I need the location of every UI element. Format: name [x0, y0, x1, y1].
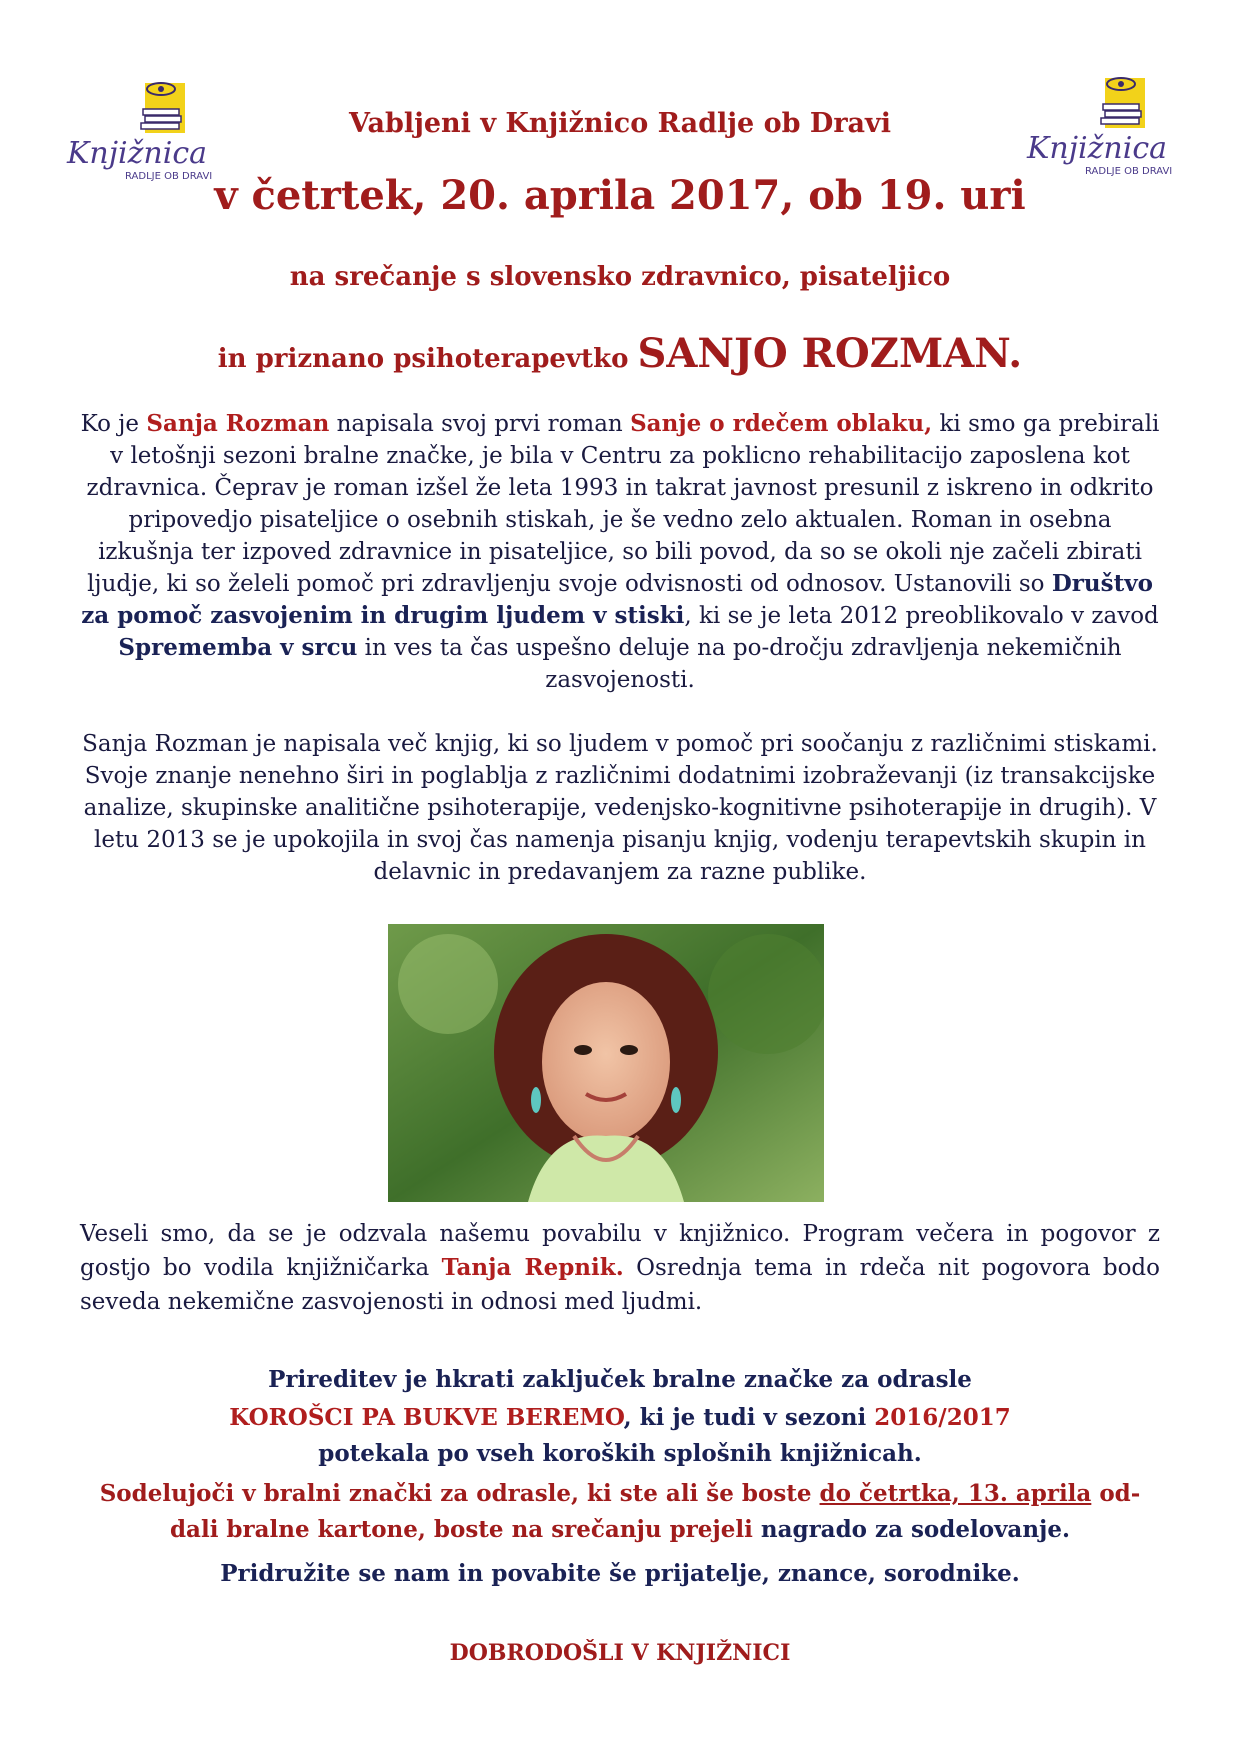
bio-paragraph-1: Ko je Sanja Rozman napisala svoj prvi roman Sanje o rdečem oblaku, ki smo ga prebirali v letošnji sezoni bralne značke, je bila v Centru za poklicno rehabilitacijo zaposlena kot zdravnica. Čeprav je roman izšel že leta 1993 in takrat javnost presunil z iskreno in odkrito pripovedjo pisateljice o osebnih stiskah, je še vedno zelo aktualen. Roman in osebna izkušnja ter izpoved zdravnice in pisateljice, so bili povod, da so se okoli nje začeli zbirati ljudje, ki so želeli pomoč pri zdravljenju svoje odvisnosti od odnosov. Ustanovili so Društvo za pomoč zasvojenim in drugim ljudem v stiski, ki se je leta 2012 preoblikovalo v zavod Sprememba v srcu in ves ta čas uspešno deluje na po-dročju zdravljenja nekemičnih zasvojenosti.: [80, 410, 1160, 693]
event-description: Veseli smo, da se je odzvala našemu povabilu v knjižnico. Program večera in pogovor z gostjo bo vodila knjižničarka Tanja Repnik. Osrednja tema in rdeča nit pogovora bodo seveda nekemične zasvojenosti in odnosi med ljudmi.: [80, 1221, 1160, 1315]
event-date: v četrtek, 20. aprila 2017, ob 19. uri: [214, 172, 1026, 219]
deadline: do četrtka, 13. aprila: [819, 1480, 1092, 1507]
host-name: Tanja Repnik.: [441, 1254, 624, 1281]
guest-name: SANJO ROZMAN.: [637, 330, 1023, 377]
bio-paragraph-2: Sanja Rozman je napisala več knjig, ki so ljudem v pomoč pri soočanju z različnimi stiskami. Svoje znanje nenehno širi in poglablja z različnimi dodatnimi izobraževanji (iz transakcijske analize, skupinske analitične psihoterapije, vedenjsko-kognitivne psihoterapije in drugih). V letu 2013 se je upokojila in svoj čas namenja pisanju knjig, vodenju terapevtskih skupin in delavnic in predavanjem za razne publike.: [82, 731, 1158, 885]
welcome-text: DOBRODOŠLI V KNJIŽNICI: [449, 1640, 791, 1666]
logo-name: Knjižnica: [67, 136, 208, 171]
event-subtitle-1: na srečanje s slovensko zdravnico, pisateljico: [289, 262, 951, 292]
logo-sub: RADLJE OB DRAVI: [1085, 166, 1173, 177]
logo-name: Knjižnica: [1027, 131, 1168, 166]
reading-badge-line-1: Prireditev je hkrati zaključek bralne značke za odrasle: [268, 1366, 972, 1393]
reading-badge-line-3: potekala po vseh koroških splošnih knjižnicah.: [318, 1440, 922, 1467]
event-subtitle-2: [0, 330, 1240, 377]
novel-title: Sanje o rdečem oblaku,: [630, 410, 933, 437]
join-invite: Pridružite se nam in povabite še prijatelje, znance, sorodnike.: [220, 1560, 1020, 1587]
author-name: Sanja Rozman: [146, 410, 330, 437]
invite-intro: Vabljeni v Knjižnico Radlje ob Dravi: [348, 108, 892, 139]
subtitle-prefix: in priznano psihoterapevtko: [217, 344, 638, 374]
reading-badge-line-2: KOROŠCI PA BUKVE BEREMO, ki je tudi v sezoni 2016/2017: [229, 1404, 1011, 1431]
campaign-name: KOROŠCI PA BUKVE BEREMO: [229, 1404, 624, 1431]
logo-sub: RADLJE OB DRAVI: [125, 171, 213, 182]
reading-badge-notice: Sodelujoči v bralni znački za odrasle, ki ste ali še boste do četrtka, 13. aprila od-dali bralne kartone, boste na srečanju prejeli nagrado za sodelovanje.: [99, 1480, 1141, 1543]
institute-name: Sprememba v srcu: [118, 634, 358, 661]
author-photo: [388, 924, 824, 1202]
season: 2016/2017: [874, 1404, 1011, 1431]
award-text: nagrado za sodelovanje.: [760, 1516, 1071, 1543]
society-name: Društvo za pomoč zasvojenim in drugim ljudem v stiski: [81, 570, 1153, 629]
